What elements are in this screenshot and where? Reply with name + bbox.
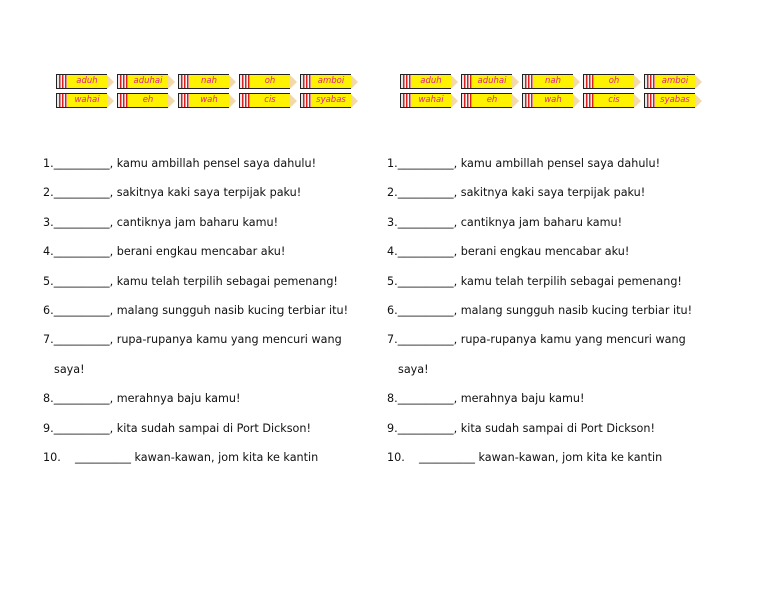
question-item bbox=[387, 245, 727, 274]
pencil-word-label: aduhai bbox=[477, 76, 507, 87]
pencil-word-card bbox=[117, 93, 175, 108]
pencil-word-label: oh bbox=[608, 76, 620, 87]
pencil-word-label: syabas bbox=[316, 95, 346, 106]
pencil-word-label: aduhai bbox=[133, 76, 163, 87]
question-number: 8. bbox=[43, 392, 54, 406]
question-number: 3. bbox=[43, 215, 54, 229]
pencil-word-card bbox=[178, 74, 236, 89]
question-text: kawan-kawan, jom kita ke kantin bbox=[130, 450, 319, 464]
pencil-word-label: wahai bbox=[74, 95, 100, 106]
pencil-word-label: amboi bbox=[317, 76, 345, 87]
pencil-word-label: wah bbox=[544, 95, 562, 106]
question-item bbox=[43, 392, 383, 421]
question-item bbox=[387, 275, 727, 304]
question-item bbox=[43, 422, 383, 451]
answer-blank: __________ bbox=[53, 274, 110, 288]
question-continuation: saya! bbox=[398, 362, 429, 376]
question-number: 8. bbox=[387, 392, 398, 406]
pencil-word-card bbox=[56, 74, 114, 89]
pencil-word-label: wah bbox=[200, 95, 218, 106]
question-item bbox=[43, 451, 383, 480]
question-item bbox=[387, 451, 727, 480]
pencil-word-label: amboi bbox=[661, 76, 689, 87]
pencil-word-card bbox=[400, 74, 458, 89]
pencil-word-card bbox=[400, 93, 458, 108]
answer-blank: __________ bbox=[397, 245, 454, 259]
question-number: 5. bbox=[387, 274, 398, 288]
word-bank bbox=[400, 74, 716, 112]
question-item bbox=[387, 186, 727, 215]
pencil-word-card bbox=[461, 74, 519, 89]
question-text: , kita sudah sampai di Port Dickson! bbox=[109, 421, 311, 435]
question-item bbox=[387, 157, 727, 186]
question-text: , berani engkau mencabar aku! bbox=[453, 245, 630, 259]
question-item bbox=[387, 304, 727, 333]
answer-blank: __________ bbox=[397, 157, 454, 170]
pencil-word-label: oh bbox=[264, 76, 276, 87]
pencil-word-card bbox=[461, 93, 519, 108]
answer-blank: __________ bbox=[53, 215, 110, 229]
pencil-word-card bbox=[239, 74, 297, 89]
word-bank-row-1 bbox=[400, 74, 716, 89]
question-item bbox=[43, 157, 383, 186]
answer-blank: __________ bbox=[53, 333, 110, 347]
question-number: 3. bbox=[387, 215, 398, 229]
pencil-word-card bbox=[178, 93, 236, 108]
pencil-word-label: cis bbox=[264, 95, 276, 106]
question-item bbox=[43, 186, 383, 215]
question-text: , malang sungguh nasib kucing terbiar itu! bbox=[109, 303, 349, 317]
question-text: , kamu telah terpilih sebagai pemenang! bbox=[453, 274, 682, 288]
question-text: , cantiknya jam baharu kamu! bbox=[109, 215, 279, 229]
pencil-word-card bbox=[522, 74, 580, 89]
answer-blank: __________ bbox=[75, 450, 131, 464]
question-text: , kamu telah terpilih sebagai pemenang! bbox=[109, 274, 338, 288]
question-number: 4. bbox=[43, 245, 54, 259]
answer-blank: __________ bbox=[53, 421, 110, 435]
question-text: , merahnya baju kamu! bbox=[109, 392, 241, 406]
question-number: 5. bbox=[43, 274, 54, 288]
question-item bbox=[43, 216, 383, 245]
word-bank-row-2 bbox=[400, 93, 716, 108]
question-text: , merahnya baju kamu! bbox=[453, 392, 585, 406]
question-item bbox=[43, 275, 383, 304]
pencil-word-card bbox=[583, 74, 641, 89]
worksheet-right bbox=[384, 0, 724, 594]
pencil-word-card bbox=[117, 74, 175, 89]
pencil-word-card bbox=[239, 93, 297, 108]
question-number: 4. bbox=[387, 245, 398, 259]
question-text: , sakitnya kaki saya terpijak paku! bbox=[453, 186, 646, 200]
question-item bbox=[387, 422, 727, 451]
pencil-word-card bbox=[56, 93, 114, 108]
question-item bbox=[43, 245, 383, 274]
pencil-word-card bbox=[644, 93, 702, 108]
answer-blank: __________ bbox=[53, 303, 110, 317]
question-number: 2. bbox=[43, 186, 54, 200]
question-number: 10. bbox=[43, 450, 61, 464]
question-list bbox=[387, 157, 727, 480]
question-number: 1. bbox=[43, 157, 54, 170]
worksheet-left bbox=[40, 0, 380, 594]
answer-blank: __________ bbox=[397, 392, 454, 406]
answer-blank: __________ bbox=[397, 333, 454, 347]
pencil-word-card bbox=[644, 74, 702, 89]
pencil-word-label: aduh bbox=[420, 76, 442, 87]
question-number: 6. bbox=[387, 303, 398, 317]
question-number: 7. bbox=[43, 333, 54, 347]
answer-blank: __________ bbox=[397, 186, 454, 200]
question-text: , kita sudah sampai di Port Dickson! bbox=[453, 421, 655, 435]
question-list bbox=[43, 157, 383, 480]
pencil-word-card bbox=[300, 74, 358, 89]
question-text: , berani engkau mencabar aku! bbox=[109, 245, 286, 259]
question-text: , rupa-rupanya kamu yang mencuri wang bbox=[453, 333, 686, 347]
question-item bbox=[387, 392, 727, 421]
answer-blank: __________ bbox=[53, 392, 110, 406]
question-number: 1. bbox=[387, 157, 398, 170]
pencil-word-card bbox=[300, 93, 358, 108]
pencil-word-card bbox=[583, 93, 641, 108]
question-number: 9. bbox=[43, 421, 54, 435]
answer-blank: __________ bbox=[53, 157, 110, 170]
question-text: , cantiknya jam baharu kamu! bbox=[453, 215, 623, 229]
answer-blank: __________ bbox=[419, 450, 475, 464]
question-text: , kamu ambillah pensel saya dahulu! bbox=[109, 157, 317, 170]
answer-blank: __________ bbox=[397, 274, 454, 288]
pencil-word-card bbox=[522, 93, 580, 108]
word-bank bbox=[56, 74, 372, 112]
question-number: 7. bbox=[387, 333, 398, 347]
pencil-word-label: eh bbox=[486, 95, 498, 106]
question-item bbox=[387, 333, 727, 362]
question-text: kawan-kawan, jom kita ke kantin bbox=[474, 450, 663, 464]
question-text: , sakitnya kaki saya terpijak paku! bbox=[109, 186, 302, 200]
question-text: , rupa-rupanya kamu yang mencuri wang bbox=[109, 333, 342, 347]
question-text: , malang sungguh nasib kucing terbiar itu! bbox=[453, 303, 693, 317]
question-item bbox=[387, 216, 727, 245]
pencil-word-label: aduh bbox=[76, 76, 98, 87]
answer-blank: __________ bbox=[397, 303, 454, 317]
question-continuation: saya! bbox=[54, 362, 85, 376]
pencil-word-label: wahai bbox=[418, 95, 444, 106]
pencil-word-label: eh bbox=[142, 95, 154, 106]
question-item bbox=[43, 304, 383, 333]
answer-blank: __________ bbox=[397, 215, 454, 229]
question-number: 10. bbox=[387, 450, 405, 464]
question-number: 2. bbox=[387, 186, 398, 200]
word-bank-row-1 bbox=[56, 74, 372, 89]
answer-blank: __________ bbox=[53, 186, 110, 200]
answer-blank: __________ bbox=[53, 245, 110, 259]
answer-blank: __________ bbox=[397, 421, 454, 435]
pencil-word-label: syabas bbox=[660, 95, 690, 106]
pencil-word-label: nah bbox=[545, 76, 561, 87]
question-number: 9. bbox=[387, 421, 398, 435]
question-item bbox=[43, 333, 383, 362]
word-bank-row-2 bbox=[56, 93, 372, 108]
pencil-word-label: cis bbox=[608, 95, 620, 106]
question-number: 6. bbox=[43, 303, 54, 317]
pencil-word-label: nah bbox=[201, 76, 217, 87]
question-text: , kamu ambillah pensel saya dahulu! bbox=[453, 157, 661, 170]
